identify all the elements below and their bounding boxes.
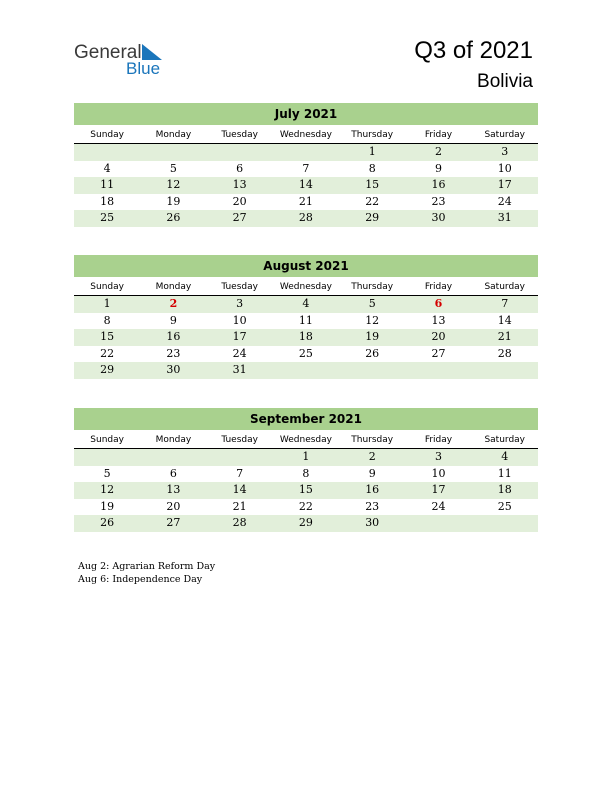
day-cell: 8	[302, 466, 310, 480]
day-cell: 14	[232, 483, 247, 496]
logo-triangle-icon	[142, 44, 162, 60]
day-cell: 23	[365, 499, 380, 513]
day-cell: 6	[236, 161, 244, 175]
day-cell: 14	[497, 313, 512, 327]
weekday-header-row	[74, 127, 538, 144]
day-cell: 1	[302, 450, 310, 463]
day-cell	[339, 362, 405, 379]
day-cell: 27	[166, 516, 181, 529]
day-cell: 1	[368, 145, 376, 158]
weekday-label: Saturday	[484, 435, 525, 445]
weekday-label: Friday	[424, 435, 453, 445]
day-cell: 7	[501, 297, 509, 310]
page-title: Q3 of 2021	[414, 37, 533, 64]
day-cell: 10	[232, 313, 247, 327]
week-row	[74, 296, 538, 313]
weekday-label: Monday	[155, 130, 192, 140]
day-cell: 28	[298, 211, 313, 224]
day-cell: 26	[166, 211, 181, 224]
day-cell	[140, 144, 206, 161]
day-cell: 27	[232, 211, 247, 224]
holiday-notes	[78, 560, 215, 586]
day-cell: 23	[166, 346, 181, 360]
day-cell: 17	[497, 178, 512, 191]
day-cell: 20	[166, 499, 181, 513]
day-cell: 17	[232, 330, 247, 343]
day-cell	[273, 362, 339, 379]
day-cell: 4	[501, 450, 509, 463]
day-cell: 19	[365, 330, 380, 343]
holiday-note: Aug 2: Agrarian Reform Day	[78, 561, 216, 572]
holiday-note: Aug 6: Independence Day	[78, 574, 203, 585]
day-cell: 3	[434, 450, 442, 463]
day-cell: 30	[431, 211, 446, 224]
weekday-label: Saturday	[484, 130, 525, 140]
day-cell: 20	[232, 194, 247, 208]
day-cell: 16	[365, 483, 380, 496]
logo	[74, 42, 184, 82]
day-cell: 31	[232, 363, 247, 376]
day-cell: 2	[368, 450, 376, 463]
day-cell: 7	[302, 161, 310, 175]
week-row	[74, 482, 538, 499]
week-row	[74, 161, 538, 178]
day-cell: 29	[100, 363, 115, 376]
day-cell: 26	[100, 516, 115, 529]
day-cell: 1	[103, 297, 111, 310]
day-cell: 11	[298, 313, 313, 327]
day-cell: 30	[166, 363, 181, 376]
weekday-label: Friday	[424, 282, 453, 292]
day-cell: 5	[368, 297, 376, 310]
day-cell: 15	[100, 330, 115, 343]
day-cell: 21	[497, 330, 512, 343]
weekday-label: Thursday	[351, 130, 394, 140]
day-cell: 24	[497, 194, 512, 208]
week-row	[74, 144, 538, 161]
day-cell: 10	[497, 161, 512, 175]
day-cell	[273, 144, 339, 161]
weekday-header-row	[74, 432, 538, 449]
day-cell	[74, 449, 140, 466]
weekday-label: Tuesday	[221, 282, 258, 292]
day-cell: 18	[100, 194, 115, 208]
day-cell: 4	[302, 297, 310, 310]
day-cell: 18	[298, 330, 313, 343]
day-cell: 27	[431, 346, 446, 360]
day-cell	[405, 362, 471, 379]
logo-general-text: General	[74, 42, 142, 63]
day-cell: 28	[232, 516, 247, 529]
week-row	[74, 449, 538, 466]
day-cell: 15	[365, 178, 380, 191]
day-cell: 3	[236, 297, 244, 310]
day-cell: 29	[365, 211, 380, 224]
day-cell: 9	[434, 161, 442, 175]
day-cell: 12	[100, 483, 115, 496]
day-cell: 25	[497, 499, 512, 513]
month-calendar-july	[74, 103, 538, 227]
week-row	[74, 210, 538, 227]
day-cell: 9	[169, 313, 177, 327]
day-cell: 30	[365, 516, 380, 529]
week-row	[74, 362, 538, 379]
day-cell: 6	[434, 297, 443, 310]
month-calendar-september	[74, 408, 538, 532]
weekday-label: Wednesday	[279, 130, 332, 140]
day-cell	[405, 515, 471, 532]
day-cell	[472, 515, 538, 532]
week-row	[74, 177, 538, 194]
day-cell: 10	[431, 466, 446, 480]
weekday-label: Thursday	[351, 435, 394, 445]
day-cell: 23	[431, 194, 446, 208]
logo-blue-text: Blue	[126, 59, 161, 78]
day-cell: 26	[365, 346, 380, 360]
day-cell: 16	[431, 178, 446, 191]
weekday-label: Sunday	[90, 435, 124, 445]
day-cell: 16	[166, 330, 181, 343]
day-cell	[140, 449, 206, 466]
day-cell: 29	[298, 516, 313, 529]
day-cell: 2	[434, 145, 442, 158]
day-cell: 12	[166, 178, 181, 191]
week-row	[74, 515, 538, 532]
day-cell: 21	[298, 194, 313, 208]
weekday-header-row	[74, 279, 538, 296]
weekday-label: Saturday	[484, 282, 525, 292]
week-row	[74, 466, 538, 483]
weekday-label: Sunday	[90, 282, 124, 292]
week-row	[74, 329, 538, 346]
day-cell	[207, 449, 273, 466]
day-cell: 13	[431, 313, 446, 327]
weekday-label: Wednesday	[279, 435, 332, 445]
day-cell: 25	[298, 346, 313, 360]
week-row	[74, 194, 538, 211]
day-cell: 24	[431, 499, 446, 513]
day-cell: 2	[169, 297, 178, 310]
day-cell: 22	[365, 194, 380, 208]
weekday-label: Sunday	[90, 130, 124, 140]
day-cell: 17	[431, 483, 446, 496]
day-cell: 3	[501, 145, 509, 158]
day-cell	[74, 144, 140, 161]
day-cell: 21	[232, 499, 247, 513]
day-cell: 20	[431, 330, 446, 343]
day-cell: 15	[298, 483, 313, 496]
day-cell: 22	[298, 499, 313, 513]
month-title: August 2021	[74, 255, 538, 277]
day-cell: 18	[497, 483, 512, 496]
day-cell: 25	[100, 211, 115, 224]
day-cell: 19	[166, 194, 181, 208]
weekday-label: Monday	[155, 435, 192, 445]
day-cell: 11	[497, 466, 512, 480]
day-cell: 24	[232, 346, 247, 360]
day-cell: 5	[169, 161, 177, 175]
day-cell: 31	[497, 211, 512, 224]
day-cell: 14	[298, 178, 313, 191]
day-cell: 11	[100, 178, 115, 191]
day-cell	[472, 362, 538, 379]
country-name: Bolivia	[477, 71, 533, 92]
week-row	[74, 499, 538, 516]
day-cell: 8	[368, 161, 376, 175]
week-row	[74, 346, 538, 363]
weekday-label: Friday	[424, 130, 453, 140]
day-cell: 4	[103, 161, 111, 175]
day-cell: 22	[100, 346, 115, 360]
month-calendar-august	[74, 255, 538, 379]
day-cell: 9	[368, 466, 376, 480]
month-title: July 2021	[74, 103, 538, 125]
week-row	[74, 313, 538, 330]
weekday-label: Monday	[155, 282, 192, 292]
day-cell: 19	[100, 499, 115, 513]
day-cell: 13	[166, 483, 181, 496]
weekday-label: Wednesday	[279, 282, 332, 292]
day-cell: 5	[103, 466, 111, 480]
day-cell: 28	[497, 346, 512, 360]
day-cell: 7	[236, 466, 244, 480]
day-cell: 8	[103, 313, 111, 327]
day-cell	[207, 144, 273, 161]
weekday-label: Thursday	[351, 282, 394, 292]
month-title: September 2021	[74, 408, 538, 430]
day-cell: 13	[232, 178, 247, 191]
weekday-label: Tuesday	[221, 130, 258, 140]
day-cell: 12	[365, 313, 380, 327]
weekday-label: Tuesday	[221, 435, 258, 445]
day-cell: 6	[169, 466, 177, 480]
